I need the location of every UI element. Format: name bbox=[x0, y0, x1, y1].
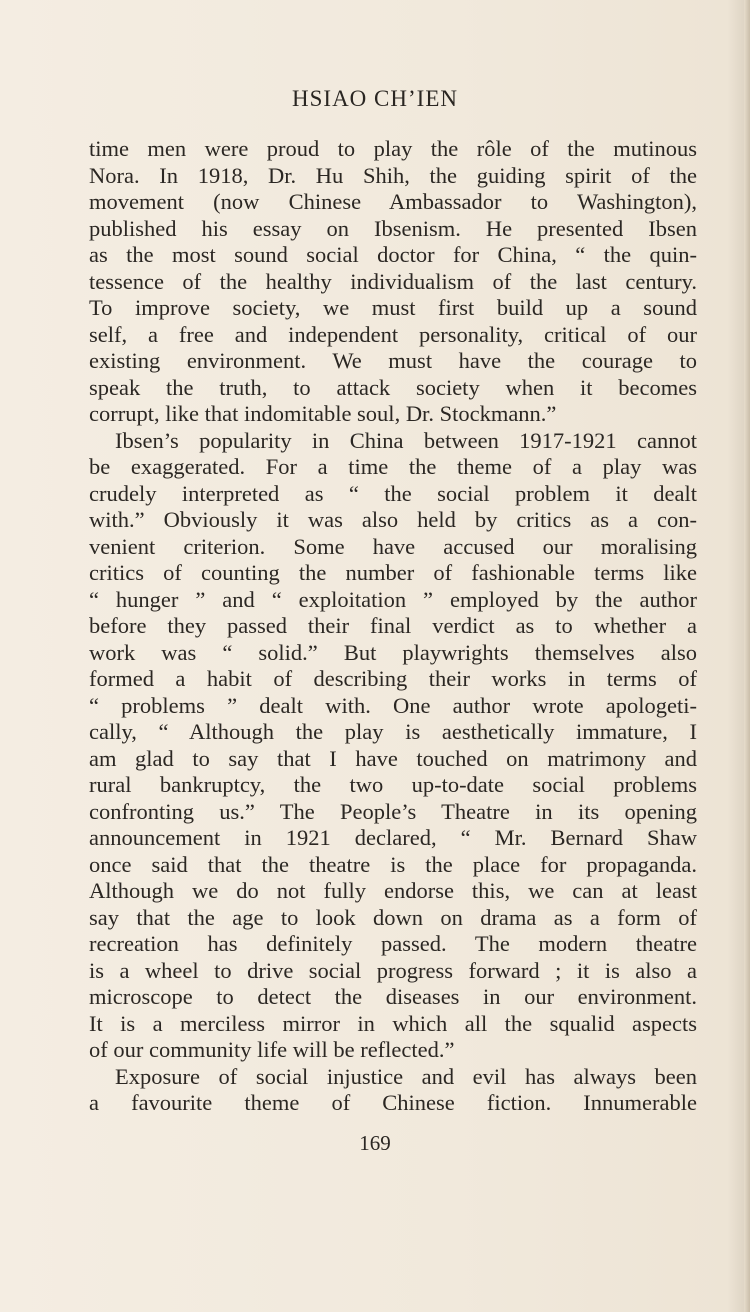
text-line: once said that the theatre is the place for propaganda. bbox=[89, 851, 697, 877]
text-line: venient criterion. Some have accused our moralising bbox=[89, 533, 697, 559]
text-line: Ibsen’s popularity in China between 1917-1921 cannot bbox=[115, 427, 697, 453]
text-line: with.” Obviously it was also held by critics as a con- bbox=[89, 507, 697, 532]
text-line: cally, “ Although the play is aesthetically immature, I bbox=[89, 719, 697, 744]
text-line: microscope to detect the diseases in our environment. bbox=[89, 984, 697, 1009]
text-line: say that the age to look down on drama as a form of bbox=[89, 904, 697, 930]
text-line: Nora. In 1918, Dr. Hu Shih, the guiding spirit of the bbox=[89, 162, 697, 188]
text-line: Although we do not fully endorse this, we can at least bbox=[89, 878, 697, 903]
text-line: self, a free and independent personality, critical of our bbox=[89, 321, 697, 347]
text-line: is a wheel to drive social progress forward ; it is also a bbox=[89, 957, 697, 983]
text-line: tessence of the healthy individualism of the last century. bbox=[89, 268, 697, 294]
running-head: HSIAO CH’IEN bbox=[292, 86, 458, 111]
text-line: be exaggerated. For a time the theme of a play was bbox=[89, 454, 697, 479]
text-line: recreation has definitely passed. The modern theatre bbox=[89, 931, 697, 956]
text-line: “ hunger ” and “ exploitation ” employed by the author bbox=[89, 586, 697, 612]
text-line: work was “ solid.” But playwrights themselves also bbox=[89, 639, 697, 665]
text-line: a favourite theme of Chinese fiction. Innumerable bbox=[89, 1090, 697, 1115]
text-line: “ problems ” dealt with. One author wrote apologeti- bbox=[89, 692, 697, 718]
text-line: It is a merciless mirror in which all the squalid aspects bbox=[89, 1010, 697, 1036]
text-line: before they passed their final verdict as to whether a bbox=[89, 613, 697, 638]
text-line: movement (now Chinese Ambassador to Washington), bbox=[89, 189, 697, 214]
text-line: critics of counting the number of fashionable terms like bbox=[89, 560, 697, 585]
text-line: time men were proud to play the rôle of the mutinous bbox=[89, 136, 697, 161]
text-line: published his essay on Ibsenism. He presented Ibsen bbox=[89, 215, 697, 241]
text-line: crudely interpreted as “ the social problem it dealt bbox=[89, 480, 697, 506]
text-line: announcement in 1921 declared, “ Mr. Bernard Shaw bbox=[89, 825, 697, 850]
text-line: existing environment. We must have the courage to bbox=[89, 348, 697, 373]
text-line: of our community life will be reflected.” bbox=[89, 1037, 455, 1062]
page-number: 169 bbox=[359, 1131, 391, 1155]
page-edge bbox=[744, 0, 750, 1312]
text-line: rural bankruptcy, the two up-to-date social problems bbox=[89, 772, 697, 797]
text-line: formed a habit of describing their works in terms of bbox=[89, 666, 697, 691]
text-line: speak the truth, to attack society when it becomes bbox=[89, 374, 697, 400]
text-line: am glad to say that I have touched on matrimony and bbox=[89, 745, 697, 771]
text-line: confronting us.” The People’s Theatre in its opening bbox=[89, 798, 697, 824]
text-line: as the most sound social doctor for China, “ the quin- bbox=[89, 242, 697, 267]
text-line: Exposure of social injustice and evil has always been bbox=[115, 1063, 697, 1089]
text-line: corrupt, like that indomitable soul, Dr. Stockmann.” bbox=[89, 401, 557, 426]
text-line: To improve society, we must first build up a sound bbox=[89, 295, 697, 320]
body-text bbox=[89, 136, 697, 1117]
